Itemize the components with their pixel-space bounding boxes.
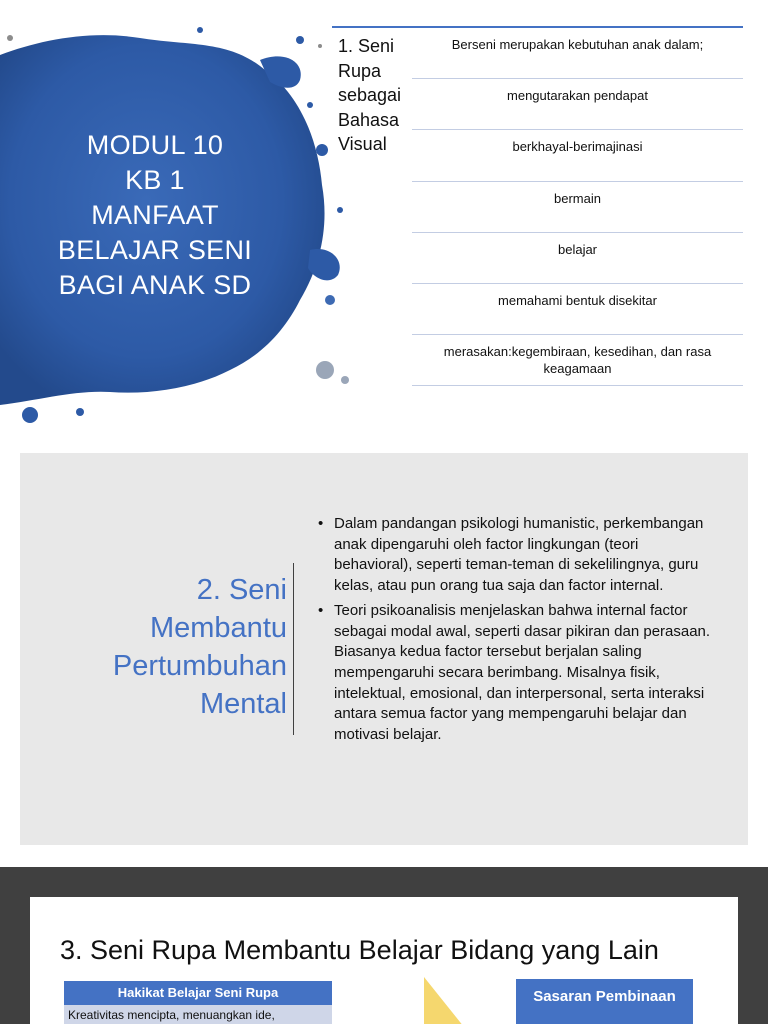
module-title-line: MODUL 10 bbox=[86, 130, 224, 160]
needs-list-item: Berseni merupakan kebutuhan anak dalam; bbox=[412, 28, 743, 79]
module-title bbox=[40, 128, 270, 303]
section-label-line: 1. Seni bbox=[338, 36, 395, 56]
section-label-line: sebagai bbox=[338, 85, 402, 105]
hakikat-table bbox=[64, 981, 332, 1024]
section-heading-line: Membantu bbox=[149, 612, 287, 644]
bullet-text: Teori psikoanalisis menjelaskan bahwa internal factor sebagai modal awal, seperti dasar pikiran dan perasaan. Biasanya kedua factor tersebut berjalan saling mempengaruhi secara berimbang. Misalnya fisik, intelektual, emosional, dan interpersonal, serta interaksi antara semua factor yang mempengaruhi belajar dan motivasi belajar. bbox=[334, 601, 711, 744]
module-title-line: BAGI ANAK SD bbox=[58, 270, 252, 300]
section-heading bbox=[60, 571, 287, 723]
section-heading-line: 2. Seni bbox=[196, 574, 287, 606]
section-heading-line: Pertumbuhan bbox=[112, 650, 287, 682]
module-title-line: BELAJAR SENI bbox=[57, 235, 253, 265]
bullet-icon: • bbox=[318, 601, 324, 619]
slide-2 bbox=[20, 453, 748, 845]
needs-list-item: merasakan:kegembiraan, kesedihan, dan rasa keagamaan bbox=[412, 335, 743, 386]
hakikat-table-header: Hakikat Belajar Seni Rupa bbox=[64, 981, 332, 1005]
needs-list-item: berkhayal-berimajinasi bbox=[412, 130, 743, 181]
sasaran-box: Sasaran Pembinaan bbox=[516, 979, 693, 1024]
section-label-line: Rupa bbox=[338, 60, 382, 81]
slide-1 bbox=[0, 0, 768, 430]
needs-list bbox=[412, 28, 743, 386]
vertical-divider bbox=[293, 563, 294, 735]
needs-list-item: bermain bbox=[412, 182, 743, 233]
slide-3 bbox=[0, 867, 768, 1024]
slide-title: 3. Seni Rupa Membantu Belajar Bidang yang Lain bbox=[60, 935, 659, 965]
arrow-triangle-icon bbox=[424, 977, 484, 1024]
module-title-line: MANFAAT bbox=[91, 200, 219, 230]
bullet-icon: • bbox=[318, 515, 324, 532]
section-label bbox=[338, 34, 418, 157]
slide-3-canvas bbox=[30, 897, 738, 1024]
needs-list-item: memahami bentuk disekitar bbox=[412, 284, 743, 335]
bullet-item bbox=[316, 514, 716, 597]
needs-list-item: belajar bbox=[412, 233, 743, 284]
hakikat-table-cell: Kreativitas mencipta, menuangkan ide, bbox=[64, 1005, 332, 1024]
module-title-line: KB 1 bbox=[125, 165, 185, 195]
section-label-line: Visual bbox=[338, 134, 387, 154]
section-heading-line: Mental bbox=[199, 688, 287, 720]
bullet-list bbox=[316, 514, 716, 750]
bullet-item bbox=[316, 601, 716, 746]
needs-list-item: mengutarakan pendapat bbox=[412, 79, 743, 130]
bullet-text: Dalam pandangan psikologi humanistic, perkembangan anak dipengaruhi oleh factor lingkungan (teori behavioral), seperti teman-teman di sekelilingnya, guru kelas, atau pun orang tua saja dan factor internal. bbox=[334, 515, 704, 595]
section-label-line: Bahasa bbox=[338, 109, 400, 130]
